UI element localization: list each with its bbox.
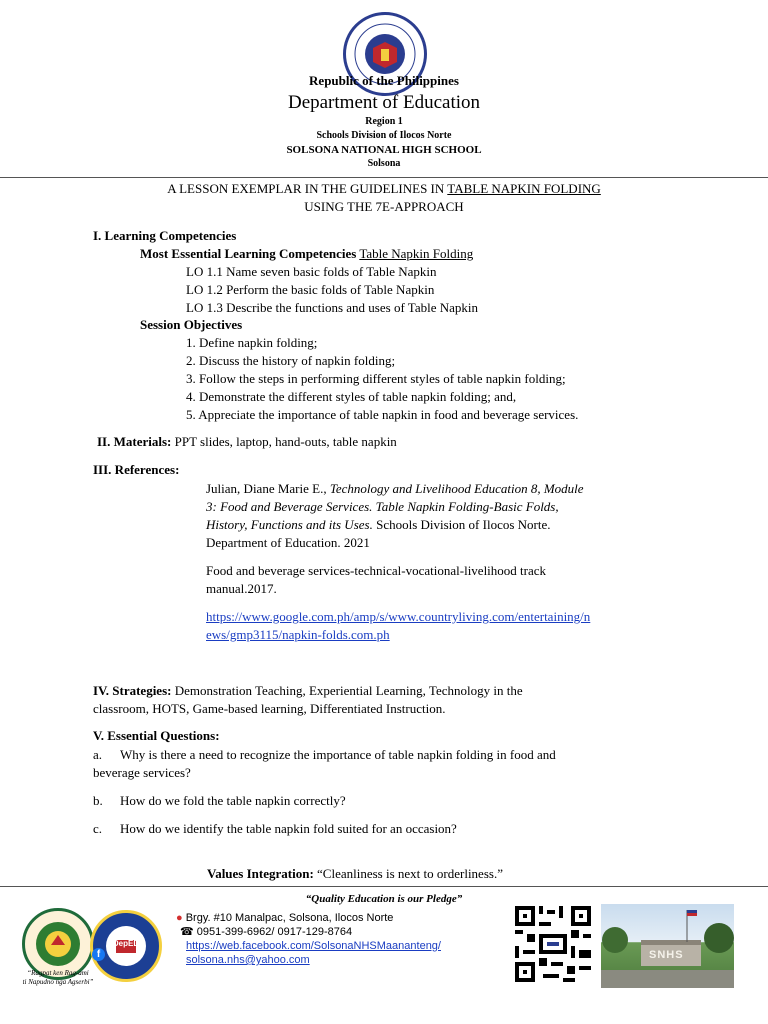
references-label: III. References:	[93, 462, 180, 477]
melc-label: Most Essential Learning Competencies	[140, 246, 357, 261]
header-town: Solsona	[367, 158, 401, 169]
reference-2-line-a: Food and beverage services-technical-vocational-livelihood track	[206, 563, 547, 578]
strategies-label: IV. Strategies:	[93, 683, 172, 698]
lo-item: LO 1.3 Describe the functions and uses of Table Napkin	[186, 300, 478, 315]
header-department: Department of Education	[287, 92, 481, 113]
objective-item: 1. Define napkin folding;	[186, 335, 318, 350]
division-motto	[18, 969, 98, 987]
school-photo	[601, 904, 734, 988]
objective-item: 5. Appreciate the importance of table napkin in food and beverage services.	[186, 407, 579, 422]
values-line	[207, 865, 503, 883]
materials-label: II. Materials:	[97, 434, 172, 449]
strategies-value-a: Demonstration Teaching, Experiential Learning, Technology in the	[174, 683, 523, 698]
reference-1-line-d: Department of Education. 2021	[206, 535, 370, 550]
values-label: Values Integration:	[207, 866, 314, 881]
location-pin-icon: ●	[176, 912, 183, 924]
materials-value: PPT slides, laptop, hand-outs, table napkin	[174, 434, 397, 449]
ref1-title-a: Technology and Livelihood Education 8, Module	[329, 481, 584, 496]
footer-phones	[180, 925, 441, 939]
deped-badge: DepED	[112, 939, 140, 948]
footer-pledge: “Quality Education is our Pledge”	[305, 893, 463, 905]
address-text: Brgy. #10 Manalpac, Solsona, Ilocos Norte	[185, 912, 394, 924]
header-school: SOLSONA NATIONAL HIGH SCHOOL	[286, 144, 482, 156]
header-region: Region 1	[365, 116, 403, 127]
header-division: Schools Division of Ilocos Norte	[316, 130, 452, 141]
strategies-line-b: classroom, HOTS, Game-based learning, Differentiated Instruction.	[93, 701, 446, 716]
melc-value: Table Napkin Folding	[359, 246, 474, 261]
facebook-icon[interactable]: f	[92, 948, 105, 961]
footer-contact	[176, 911, 441, 967]
lo-item: LO 1.1 Name seven basic folds of Table Napkin	[186, 264, 437, 279]
lesson-title-line2: USING THE 7E-APPROACH	[304, 199, 464, 214]
reference-3-link-a[interactable]: https://www.google.com.ph/amp/s/www.countryliving.com/entertaining/n	[206, 609, 591, 624]
question-a-text-2: beverage services?	[93, 765, 191, 780]
objective-item: 3. Follow the steps in performing different styles of table napkin folding;	[186, 371, 566, 386]
lo-item: LO 1.2 Perform the basic folds of Table Napkin	[186, 282, 435, 297]
melc-line	[140, 245, 473, 263]
title-underlined: TABLE NAPKIN FOLDING	[447, 181, 601, 196]
objectives-label: Session Objectives	[140, 317, 243, 332]
question-a-letter: a.	[93, 747, 103, 762]
question-b-text: How do we fold the table napkin correctly?	[120, 793, 346, 808]
strategies-line-a	[93, 682, 523, 700]
competencies-heading: I. Learning Competencies	[93, 228, 237, 243]
phone-icon: ☎	[180, 926, 194, 938]
question-a-text-1: Why is there a need to recognize the importance of table napkin folding in food and	[120, 747, 556, 762]
qr-code	[515, 906, 591, 982]
footer-address	[176, 911, 441, 925]
reference-1-line-a	[206, 480, 584, 498]
header-republic: Republic of the Philippines	[309, 73, 459, 88]
motto-line-2: ti Napudno nga Agserbi”	[22, 978, 94, 986]
footer-facebook-link[interactable]: https://web.facebook.com/SolsonaNHSMaananteng/	[186, 940, 441, 952]
reference-1-line-c	[206, 516, 551, 534]
question-c-text: How do we identify the table napkin fold suited for an occasion?	[120, 821, 457, 836]
title-prefix: A LESSON EXEMPLAR IN THE GUIDELINES IN	[167, 181, 448, 196]
materials-line	[97, 433, 397, 451]
phones-text: 0951-399-6962/ 0917-129-8764	[196, 926, 353, 938]
objective-item: 2. Discuss the history of napkin folding;	[186, 353, 396, 368]
question-b-letter: b.	[93, 793, 103, 808]
ref1-title-c: History, Functions and its Uses.	[206, 517, 373, 532]
reference-2-line-b: manual.2017.	[206, 581, 277, 596]
footer-email-link[interactable]: solsona.nhs@yahoo.com	[186, 954, 310, 966]
reference-1-line-b: 3: Food and Beverage Services. Table Napkin Folding-Basic Folds,	[206, 499, 559, 514]
reference-3-link-b[interactable]: ews/gmp3115/napkin-folds.com.ph	[206, 627, 390, 642]
motto-line-1: “Ragpat ken Rag-ami	[27, 969, 89, 977]
school-seal-logo	[90, 910, 162, 982]
objective-item: 4. Demonstrate the different styles of table napkin folding; and,	[186, 389, 517, 404]
questions-label: V. Essential Questions:	[93, 728, 220, 743]
photo-sign: SNHS	[649, 949, 684, 961]
lesson-title-line1	[0, 181, 768, 197]
values-value: “Cleanliness is next to orderliness.”	[317, 866, 503, 881]
header-divider	[0, 177, 768, 178]
question-c-letter: c.	[93, 821, 103, 836]
footer-divider	[0, 886, 768, 887]
ref1-publisher: Schools Division of Ilocos Norte.	[372, 517, 551, 532]
ref1-author: Julian, Diane Marie E.,	[206, 481, 330, 496]
